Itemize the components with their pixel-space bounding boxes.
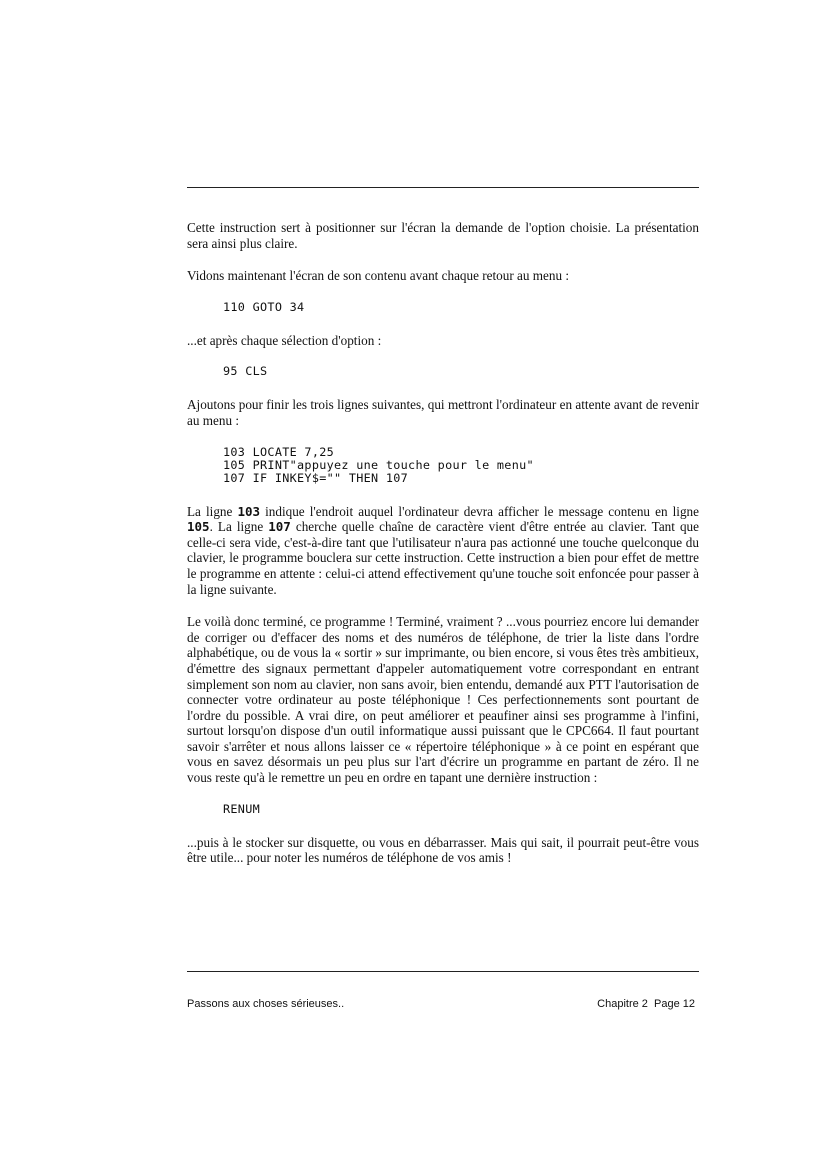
code-line-print: 105 PRINT"appuyez une touche pour le menu" [223, 457, 534, 472]
code-line-cls: 95 CLS [223, 364, 268, 379]
line-number-ref: 105 [187, 519, 210, 535]
text-segment: . La ligne [209, 519, 269, 535]
paragraph-conclusion: Le voilà donc terminé, ce programme ! Terminé, vraiment ? ...vous pourriez encore lui demander de corriger ou d'effacer des noms et des numéros de téléphone, de trier la liste dans l'ordre alphabétique, ou de vous la « sortir » sur imprimante, ou bien encore, si vous êtes très ambitieux, d'émettre des signaux permettant d'appeler automatiquement votre correspondant en entrant simplement son nom au clavier, non sans avoir, bien entendu, demandé aux PTT l'autorisation de connecter votre ordinateur au poste téléphonique ! Ces perfectionnements sont pourtant de l'ordre du possible. A vrai dire, on peut améliorer et peaufiner ainsi ses programme à l'infini, surtout lorsqu'on dispose d'un outil informatique aussi puissant que le CPC664. Il faut pourtant savoir s'arrêter et nous allons laisser ce « répertoire téléphonique » à ce point en espérant que vous en savez désormais un peu plus sur l'art d'écrire un programme en partant de zéro. Il ne vous reste qu'à le remettre un peu en ordre en tapant une dernière instruction : [187, 614, 699, 786]
paragraph-after-selection: ...et après chaque sélection d'option : [187, 332, 382, 348]
line-number-ref: 103 [237, 503, 261, 519]
paragraph-three-lines: Ajoutons pour finir les trois lignes suivantes, qui mettront l'ordinateur en attente avant de revenir au menu : [187, 397, 699, 428]
footer-section-title: Passons aux choses sérieuses.. [187, 998, 345, 1010]
paragraph-line-explanation [187, 504, 699, 598]
code-block-wait [223, 446, 699, 485]
code-line-inkey: 107 IF INKEY$="" THEN 107 [223, 470, 409, 485]
paragraph-clear-screen: Vidons maintenant l'écran de son contenu avant chaque retour au menu : [187, 268, 570, 284]
code-line-renum: RENUM [223, 801, 261, 816]
text-segment: cherche quelle chaîne de caractère vient d'être entrée au clavier. Tant que celle-ci sera vide, c'est-à-dire tant que l'utilisateur n'aura pas actionné une touche quelconque du clavier, le programme bouclera sur cette instruction. Cette instruction a bien pour effet de mettre le programme en attente : celui-ci attend effectivement qu'une touche soit enfoncée pour passer à la ligne suivante. [187, 519, 699, 597]
footer-page-number: Chapitre 2 Page 12 [597, 998, 695, 1010]
paragraph-final: ...puis à le stocker sur disquette, ou vous en débarrasser. Mais qui sait, il pourrait peut-être vous être utile... pour noter les numéros de téléphone de vos amis ! [187, 834, 699, 866]
code-line-goto: 110 GOTO 34 [223, 299, 305, 314]
code-line-locate: 103 LOCATE 7,25 [223, 444, 335, 459]
page-body [187, 220, 699, 883]
bottom-rule [187, 971, 699, 972]
line-number-ref: 107 [268, 519, 291, 535]
top-rule [187, 187, 699, 188]
paragraph-intro: Cette instruction sert à positionner sur l'écran la demande de l'option choisie. La présentation sera ainsi plus claire. [187, 220, 699, 251]
text-segment: indique l'endroit auquel l'ordinateur devra afficher le message contenu en ligne [260, 503, 699, 519]
text-segment: La ligne [187, 503, 238, 519]
